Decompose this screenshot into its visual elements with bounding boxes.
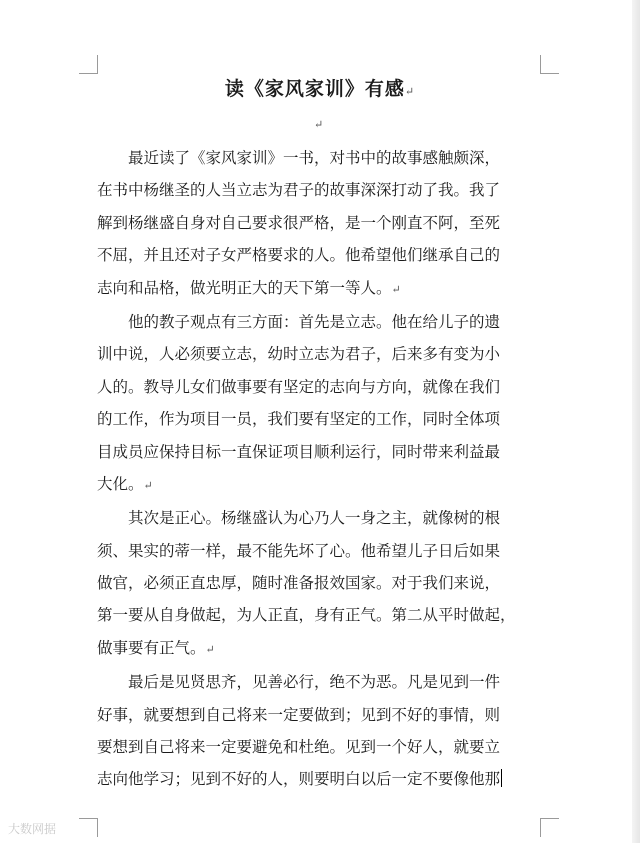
text-line — [97, 535, 543, 567]
text-line-content: 做事要有正气。 — [97, 638, 206, 657]
paragraph-mark-icon: ↵ — [143, 478, 153, 492]
text-line — [97, 306, 543, 338]
empty-paragraph-mark-icon: ↵ — [314, 118, 324, 131]
document-title-text: 读《家风家训》有感 — [224, 78, 405, 100]
text-line-content: 第一要从自身做起，为人正直，身有正气。第二从平时做起， — [97, 606, 516, 625]
text-line — [97, 239, 543, 271]
crop-mark-top-left — [79, 55, 98, 74]
text-line — [97, 502, 543, 534]
text-line — [97, 142, 543, 174]
text-line-content: 解到杨继盛自身对自己要求很严格，是一个刚直不阿，至死 — [97, 213, 501, 232]
text-line — [97, 763, 543, 795]
text-line-content: 最近读了《家风家训》一书，对书中的故事感触颇深， — [97, 149, 501, 167]
text-line-content: 的工作，作为项目一员，我们要有坚定的工作，同时全体项 — [97, 410, 501, 429]
paragraph-mark-icon: ↵ — [391, 282, 401, 296]
text-line-content: 志向他学习；见到不好的人，则要明白以后一定不要像他那 — [97, 770, 501, 789]
text-line — [97, 699, 543, 731]
text-line — [97, 666, 543, 698]
text-line-content: 志向和品格，做光明正大的天下第一等人。 — [97, 278, 392, 297]
text-line-content: 做官，必须正直忠厚，随时准备报效国家。对于我们来说， — [97, 574, 501, 593]
paragraph-mark-icon: ↵ — [205, 642, 215, 656]
watermark: 大数网据 — [8, 822, 57, 836]
text-line-content: 人的。教导儿女们做事要有坚定的志向与方向，就像在我们 — [97, 377, 501, 396]
paragraph-mark-icon: ↵ — [404, 85, 416, 98]
text-line-content: 其次是正心。杨继盛认为心乃人一身之主，就像树的根 — [97, 509, 501, 528]
crop-mark-bottom-right — [540, 818, 559, 837]
text-line — [97, 731, 543, 763]
text-line-content: 好事，就要想到自己将来一定要做到；见到不好的事情，则 — [97, 705, 501, 724]
text-line-content: 在书中杨继圣的人当立志为君子的故事深深打动了我。我了 — [97, 181, 501, 200]
text-cursor — [501, 769, 502, 787]
text-line-content: 他的教子观点有三方面：首先是立志。他在给儿子的遗 — [97, 312, 501, 331]
text-line — [97, 632, 543, 664]
text-line-content: 要想到自己将来一定要避免和杜绝。见到一个好人，就要立 — [97, 738, 501, 757]
text-line — [97, 403, 543, 435]
text-line-content: 最后是见贤思齐，见善必行，绝不为恶。凡是见到一件 — [97, 673, 501, 692]
text-line — [97, 174, 543, 206]
text-line — [97, 468, 543, 500]
text-line — [97, 436, 543, 468]
text-line — [97, 338, 543, 370]
text-line — [97, 207, 543, 239]
text-line-content: 须、果实的蒂一样，最不能先坏了心。他希望儿子日后如果 — [97, 541, 501, 560]
text-line — [97, 371, 543, 403]
page-edge-shadow — [632, 0, 640, 843]
text-line-content: 不屈，并且还对子女严格要求的人。他希望他们继承自己的 — [97, 246, 501, 265]
text-line-content: 目成员应保持目标一直保证项目顺利运行，同时带来利益最 — [97, 442, 501, 461]
document-body[interactable] — [97, 142, 543, 796]
crop-mark-bottom-left — [79, 818, 98, 837]
document-title[interactable] — [0, 74, 640, 101]
text-line — [97, 567, 543, 599]
crop-mark-top-right — [540, 55, 559, 74]
text-line-content: 训中说，人必须要立志，幼时立志为君子，后来多有变为小 — [97, 345, 501, 364]
text-line — [97, 599, 543, 631]
text-line — [97, 272, 543, 304]
text-line-content: 大化。 — [97, 474, 144, 493]
